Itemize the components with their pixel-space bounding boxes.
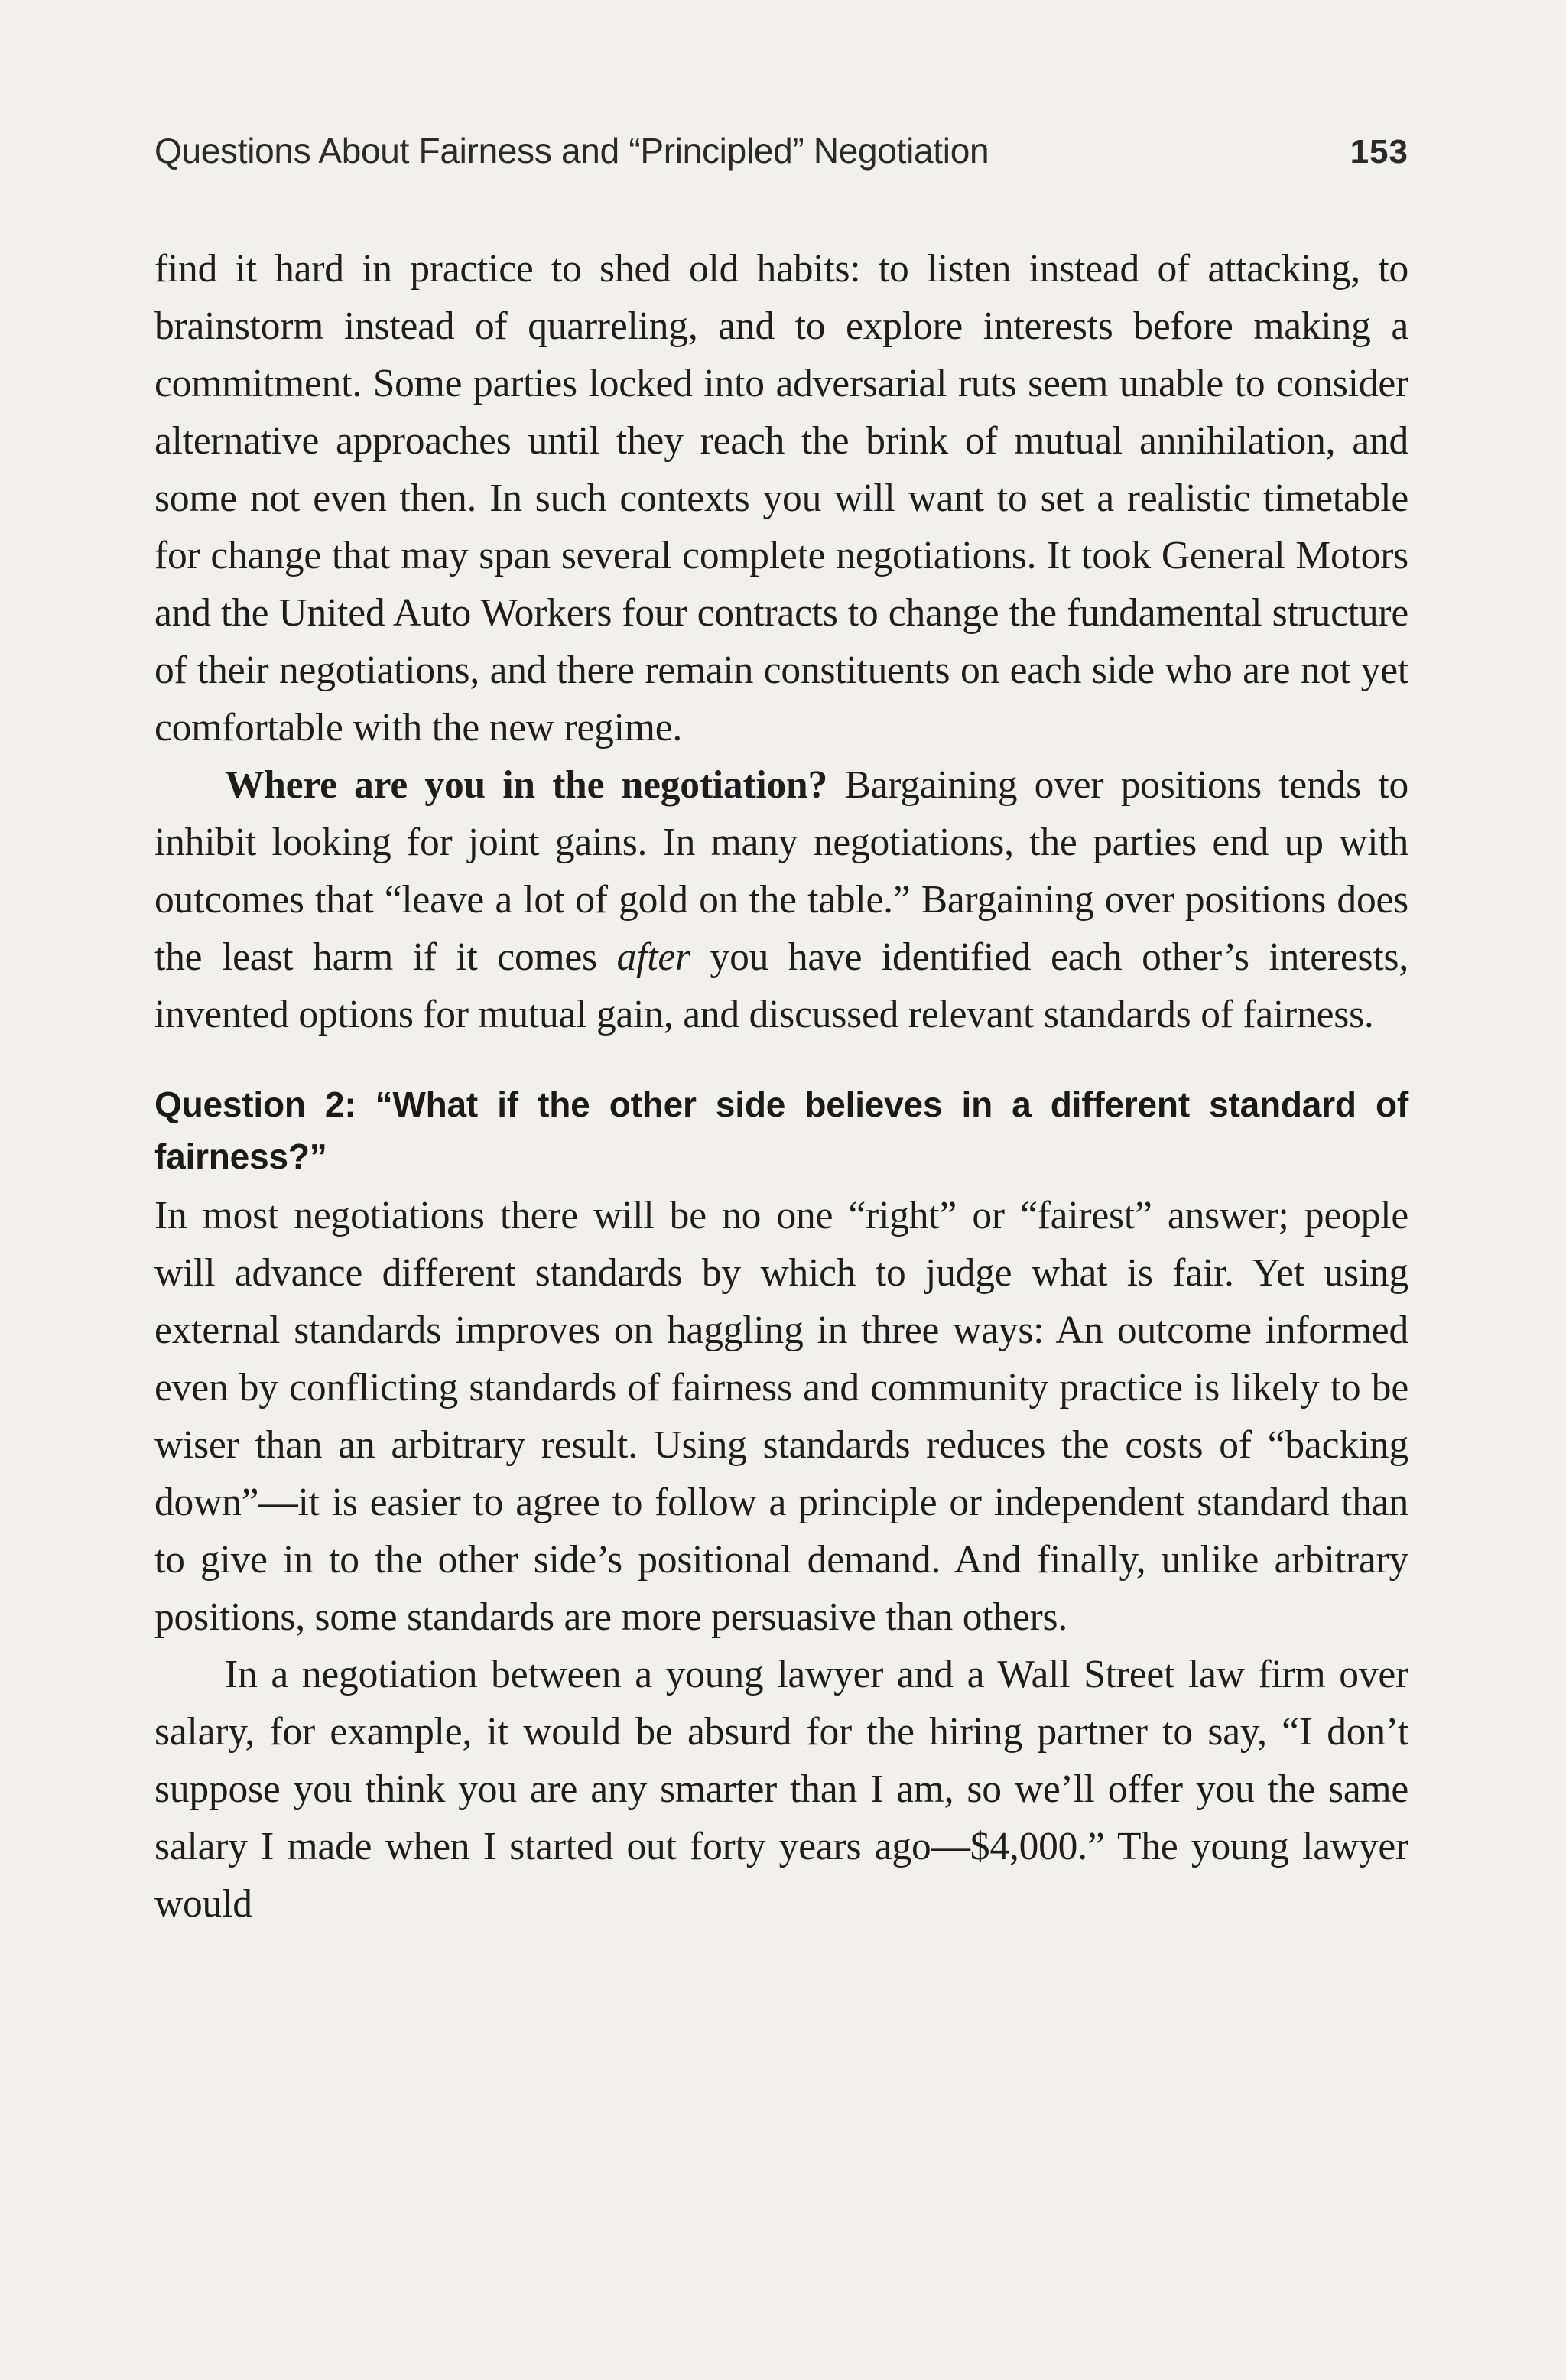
run-in-heading: Where are you in the negotiation?: [225, 763, 828, 807]
question-heading: Question 2: “What if the other side believes in a different standard of fairness?”: [154, 1084, 1408, 1176]
emphasis-word: after: [616, 935, 690, 979]
running-header: [154, 130, 1408, 199]
paragraph-2: [154, 756, 1408, 1043]
book-page: [154, 130, 1408, 2348]
paragraph-4: In a negotiation between a young lawyer and a Wall Street law firm over salary, for example, it would be absurd for the hiring partner to say, “I don’t suppose you think you are any smarter than I am, so we’ll offer you the same salary I made when I started out forty years ago—$4,000.” The young lawyer would: [154, 1653, 1408, 1926]
paragraph-2-text-b: you have identified each other’s interests, invented options for mutual gain, and discussed relevant standards of fairness.: [154, 935, 1408, 1036]
paragraph-1: find it hard in practice to shed old habits: to listen instead of attacking, to brainstorm instead of quarreling, and to explore interests before making a commitment. Some parties locked into adversarial ruts seem unable to consider alternative approaches until they reach the brink of mutual annihilation, and some not even then. In such contexts you will want to set a realistic timetable for change that may span several complete negotiations. It took General Motors and the United Auto Workers four contracts to change the fundamental structure of their negotiations, and there remain constituents on each side who are not yet comfortable with the new regime.: [154, 247, 1408, 749]
paragraph-3: In most negotiations there will be no one “right” or “fairest” answer; people will advance different standards by which to judge what is fair. Yet using external standards improves on haggling in three ways: An outcome informed even by conflicting standards of fairness and community practice is likely to be wiser than an arbitrary result. Using standards reduces the costs of “backing down”—it is easier to agree to follow a principle or independent standard than to give in to the other side’s positional demand. And finally, unlike arbitrary positions, some standards are more persuasive than others.: [154, 1194, 1408, 1639]
page-number: 153: [1350, 133, 1408, 171]
paragraph-2-text-a: Bargaining over positions tends to inhibit looking for joint gains. In many negotiations, the parties end up with outcomes that “leave a lot of gold on the table.” Bargaining over positions does the least harm if it comes: [154, 763, 1408, 979]
body-text: [154, 240, 1408, 1933]
running-title: Questions About Fairness and “Principled” Negotiation: [154, 131, 989, 171]
